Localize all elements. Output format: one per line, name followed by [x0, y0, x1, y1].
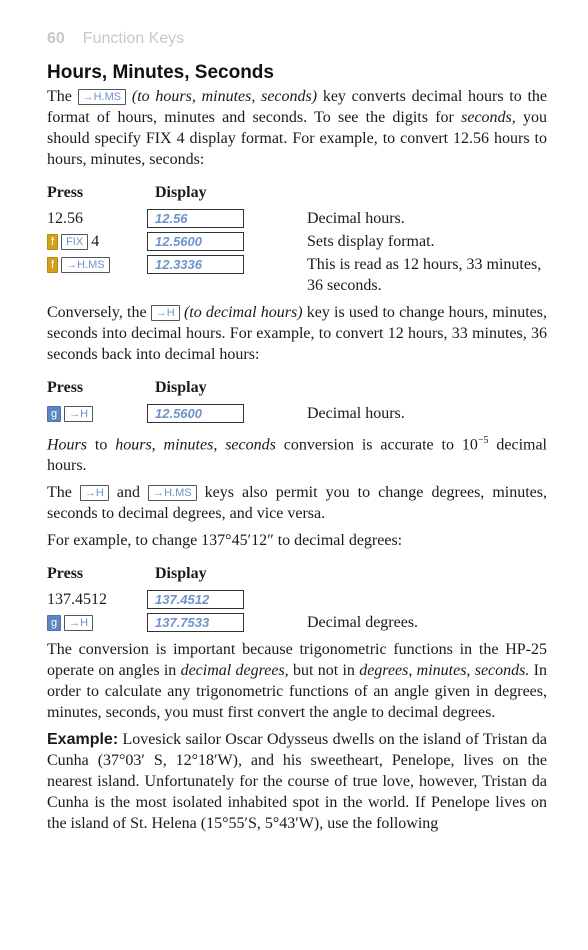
- calculator-display: 12.56: [147, 209, 244, 228]
- display-cell: [147, 612, 307, 633]
- degrees-paragraph: [47, 482, 547, 524]
- g-prefix-key: g: [47, 406, 61, 422]
- press-cell: [47, 231, 147, 252]
- table-header: [47, 565, 547, 583]
- calculator-display: 137.7533: [147, 613, 244, 632]
- table-row: [47, 208, 547, 229]
- to-hms-key: →H.MS: [61, 257, 110, 273]
- text: The: [47, 88, 72, 105]
- note-cell: This is read as 12 hours, 33 minutes, 36 seconds.: [307, 256, 542, 294]
- text: key is used to change hours, minutes, seconds into decimal hours. For example, to convert 12 hours, 33 minutes, 36 seconds back into decimal hours:: [47, 304, 548, 363]
- section-title: Hours, Minutes, Seconds: [47, 62, 274, 83]
- text: conversion is accurate to 10: [275, 436, 478, 454]
- to-h-key: →H: [80, 485, 109, 501]
- text: The: [47, 484, 80, 502]
- text: The conversion is important because trigonometric functions in the HP-25 operate on angles in: [47, 641, 547, 680]
- text: but not in: [288, 662, 360, 680]
- press-cell: [47, 612, 147, 633]
- example-label: Example:: [47, 731, 119, 749]
- exponent: −5: [477, 435, 489, 446]
- calculator-display: 137.4512: [147, 590, 244, 609]
- press-cell: [47, 589, 147, 610]
- press-header: Press: [47, 379, 84, 396]
- text: to: [87, 436, 116, 454]
- emphasis: Hours: [47, 436, 88, 454]
- example-intro-paragraph: For example, to change 137°45′12″ to decimal degrees:: [47, 532, 403, 550]
- note-cell: Decimal hours.: [307, 405, 405, 422]
- to-hms-key: →H.MS: [78, 89, 127, 105]
- emphasis: (to decimal hours): [183, 304, 303, 321]
- text: Lovesick sailor Oscar Odysseus dwells on the island of Tristan da Cunha (37°03′ S, 12°18′W), and his sweetheart, Penelope, lives on the nearest island. Unfortunately for the course of true love, however, Tristan da Cunha is the most isolated inhabited spot in the world. If Penelope lives on the island of St. Helena (15°55′S, 5°43′W), use the following: [47, 731, 547, 833]
- keystroke-text: 137.4512: [47, 591, 107, 609]
- chapter-title: Function Keys: [82, 30, 185, 47]
- display-header: Display: [155, 184, 207, 201]
- f-prefix-key: f: [47, 234, 58, 250]
- fix-key: FIX: [61, 234, 88, 250]
- calculator-display: 12.5600: [147, 404, 244, 423]
- manual-page: [47, 30, 547, 834]
- display-cell: [147, 254, 307, 275]
- press-cell: [47, 208, 147, 229]
- accuracy-paragraph: [47, 430, 547, 476]
- g-prefix-key: g: [47, 615, 61, 631]
- table-row: [47, 254, 547, 296]
- table-header: [47, 379, 547, 397]
- press-cell: [47, 403, 147, 424]
- to-h-key: →H: [64, 406, 93, 422]
- display-cell: [147, 208, 307, 229]
- intro-paragraph: [47, 86, 547, 170]
- to-h-key: →H: [151, 305, 180, 321]
- display-cell: [147, 403, 307, 424]
- example-paragraph: [47, 729, 547, 834]
- text: decimal hours.: [47, 436, 547, 475]
- display-header: Display: [155, 565, 207, 583]
- calculator-display: 12.3336: [147, 255, 244, 274]
- note-cell: Decimal hours.: [307, 210, 405, 227]
- text: and: [108, 484, 149, 502]
- table-header: [47, 184, 547, 202]
- conversely-paragraph: [47, 302, 547, 365]
- emphasis: hours, minutes, seconds: [115, 436, 276, 454]
- emphasis: (to hours, minutes, seconds): [131, 88, 318, 105]
- to-hms-key: →H.MS: [148, 485, 197, 501]
- press-header: Press: [47, 565, 84, 583]
- emphasis: decimal degrees,: [180, 662, 289, 680]
- text: Conversely, the: [47, 304, 151, 321]
- press-cell: [47, 254, 147, 275]
- trig-paragraph: [47, 639, 547, 723]
- text: In order to calculate any trigonometric functions of an angle given in degrees, minutes, seconds, you must first convert the angle to decimal degrees.: [47, 662, 548, 722]
- keystroke-text: 12.56: [47, 210, 83, 227]
- display-cell: [147, 589, 307, 610]
- text: you should specify FIX 4 display format. For example, to convert 12.56 hours to hours, minutes, seconds:: [47, 109, 548, 168]
- press-header: Press: [47, 184, 84, 201]
- keystroke-text: 4: [91, 233, 100, 250]
- display-cell: [147, 231, 307, 252]
- table-row: [47, 231, 547, 252]
- emphasis: seconds,: [461, 109, 516, 126]
- text: keys also permit you to change degrees, minutes, seconds to decimal degrees, and vice versa.: [47, 484, 548, 523]
- page-number: 60: [47, 30, 65, 47]
- table-row: [47, 612, 547, 633]
- table-row: [47, 403, 547, 424]
- display-header: Display: [155, 379, 207, 396]
- note-cell: Sets display format.: [307, 233, 435, 250]
- f-prefix-key: f: [47, 257, 58, 273]
- calculator-display: 12.5600: [147, 232, 244, 251]
- page-header: [47, 30, 547, 50]
- emphasis: degrees, minutes, seconds.: [359, 662, 530, 680]
- note-cell: Decimal degrees.: [307, 614, 419, 632]
- to-h-key: →H: [64, 615, 93, 631]
- table-row: [47, 589, 547, 610]
- text: key converts decimal hours to the format of hours, minutes and seconds. To see the digits for: [47, 88, 548, 126]
